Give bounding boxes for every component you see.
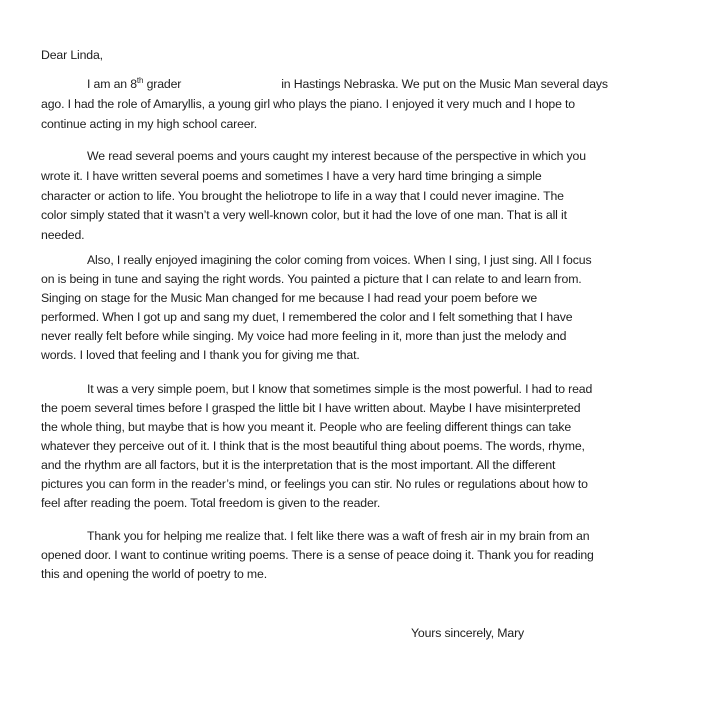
closing-signature: Yours sincerely, Mary bbox=[411, 626, 525, 640]
paragraph-1-line bbox=[87, 76, 608, 92]
paragraph-5-line: opened door. I want to continue writing poems. There is a sense of peace doing it. Thank you for reading bbox=[41, 548, 594, 562]
paragraph-2-line: character or action to life. You brought the heliotrope to life in a way that I could never imagine. The bbox=[41, 189, 564, 203]
paragraph-2-line: We read several poems and yours caught my interest because of the perspective in which you bbox=[87, 149, 586, 163]
ordinal-suffix: th bbox=[136, 75, 144, 85]
paragraph-4-line: pictures you can form in the reader’s mind, or feelings you can stir. No rules or regulations about how to bbox=[41, 477, 588, 491]
paragraph-4-line: the whole thing, but maybe that is how you meant it. People who are feeling different things can take bbox=[41, 420, 572, 434]
paragraph-4-line: It was a very simple poem, but I know that sometimes simple is the most powerful. I had to read bbox=[87, 382, 593, 396]
paragraph-3-line: on is being in tune and saying the right words. You painted a picture that I can relate to and learn from. bbox=[41, 272, 582, 286]
paragraph-4-line: the poem several times before I grasped the little bit I have written about. Maybe I have misinterpreted bbox=[41, 401, 581, 415]
paragraph-5-line: Thank you for helping me realize that. I felt like there was a waft of fresh air in my brain from an bbox=[87, 529, 590, 543]
paragraph-2-line: needed. bbox=[41, 228, 85, 242]
paragraph-3-line: words. I loved that feeling and I thank you for giving me that. bbox=[41, 348, 360, 362]
paragraph-3-line: Also, I really enjoyed imagining the color coming from voices. When I sing, I just sing. All I focus bbox=[87, 253, 592, 267]
paragraph-5-line: this and opening the world of poetry to me. bbox=[41, 567, 267, 581]
paragraph-4-line: and the rhythm are all factors, but it is the interpretation that is the most important. All the different bbox=[41, 458, 556, 472]
paragraph-4-line: whatever they perceive out of it. I think that is the most beautiful thing about poems. The words, rhyme, bbox=[41, 439, 585, 453]
paragraph-3-line: never really felt before while singing. My voice had more feeling in it, more than just the melody and bbox=[41, 329, 567, 343]
paragraph-2-line: wrote it. I have written several poems and sometimes I have a very hard time bringing a simple bbox=[41, 169, 542, 183]
paragraph-3-line: Singing on stage for the Music Man changed for me because I had read your poem before we bbox=[41, 291, 538, 305]
paragraph-1-line: continue acting in my high school career. bbox=[41, 117, 258, 131]
salutation: Dear Linda, bbox=[41, 48, 103, 62]
paragraph-1-line: ago. I had the role of Amaryllis, a young girl who plays the piano. I enjoyed it very much and I hope to bbox=[41, 97, 575, 111]
p1-text: grader bbox=[143, 77, 182, 91]
paragraph-4-line: feel after reading the poem. Total freedom is given to the reader. bbox=[41, 496, 381, 510]
p1-text: in Hastings Nebraska. We put on the Music Man several days bbox=[281, 77, 608, 91]
paragraph-2-line: color simply stated that it wasn’t a very well-known color, but it had the love of one man. That is all it bbox=[41, 208, 567, 222]
p1-text: I am an 8 bbox=[87, 77, 137, 91]
paragraph-3-line: performed. When I got up and sang my duet, I remembered the color and I felt something that I have bbox=[41, 310, 573, 324]
